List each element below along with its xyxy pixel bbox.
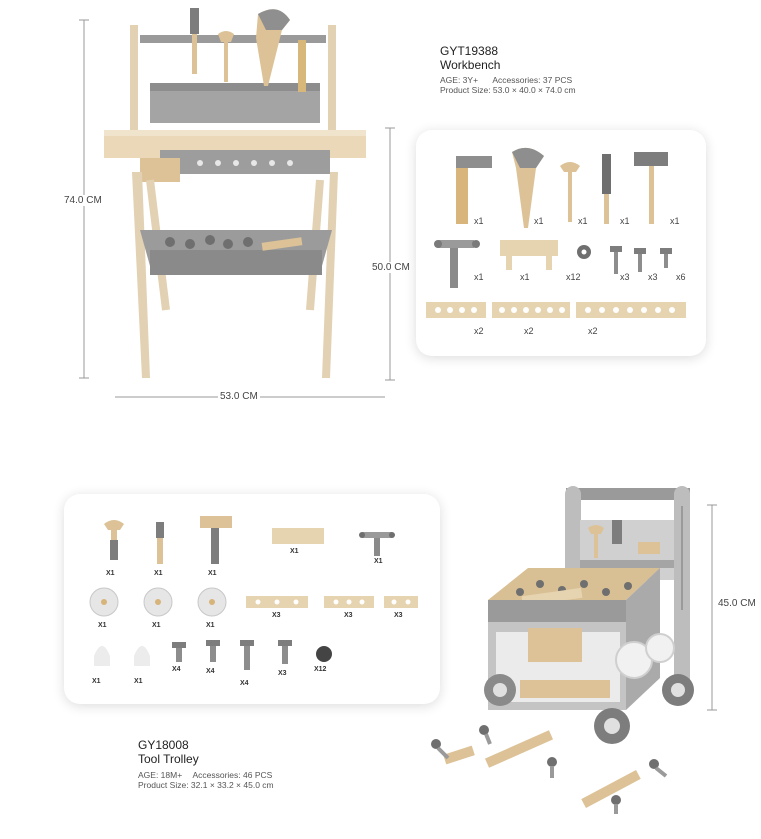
trolley-size: Product Size: 32.1 × 33.2 × 45.0 cm [138,780,274,790]
trolley-gear1-qty: X1 [98,622,107,629]
workbench-screwdriver-qty: x1 [620,216,630,226]
trolley-gear2-qty: X1 [152,622,161,629]
trolley-height-dimension: 45.0 CM [718,598,756,609]
workbench-width-dimension: 53.0 CM [220,391,258,402]
trolley-plank-b-qty: X3 [344,612,353,619]
trolley-name: Tool Trolley [138,752,199,766]
trolley-tag2-qty: X1 [134,678,143,685]
workbench-height-dimension: 74.0 CM [64,195,102,206]
workbench-saw-qty: x1 [534,216,544,226]
workbench-bolt-long-qty: x3 [620,272,630,282]
trolley-block-qty: X1 [290,548,299,555]
trolley-code: GY18008 [138,738,189,752]
workbench-name: Workbench [440,58,501,72]
trolley-clamp-qty: X1 [374,558,383,565]
workbench-nut-qty: x12 [566,272,581,282]
trolley-gear3-qty: X1 [206,622,215,629]
workbench-bolt-short-qty: x6 [676,272,686,282]
workbench-bolt-mid-qty: x3 [648,272,658,282]
trolley-hammer-qty: X1 [208,570,217,577]
workbench-size: Product Size: 53.0 × 40.0 × 74.0 cm [440,85,576,95]
trolley-wrench-qty: X1 [106,570,115,577]
workbench-accessories: Accessories: 37 PCS [492,75,573,85]
trolley-age: AGE: 18M+ [138,770,183,780]
trolley-tag1-qty: X1 [92,678,101,685]
trolley-nut-qty: X12 [314,666,327,673]
workbench-depth-dimension: 50.0 CM [372,262,410,273]
workbench-code: GYT19388 [440,44,499,58]
trolley-bolt1-qty: X4 [172,666,181,673]
trolley-bolt2-qty: X4 [206,668,215,675]
trolley-accessories: Accessories: 46 PCS [192,770,273,780]
workbench-hammer-qty: x1 [670,216,680,226]
workbench-plank-b-qty: x2 [524,326,534,336]
workbench-clamp-qty: x1 [474,272,484,282]
workbench-square-qty: x1 [474,216,484,226]
trolley-screwdriver-qty: X1 [154,570,163,577]
workbench-age: AGE: 3Y+ [440,75,479,85]
trolley-info [138,738,274,790]
workbench-plank-a-qty: x2 [474,326,484,336]
workbench-block-qty: x1 [520,272,530,282]
workbench-plank-c-qty: x2 [588,326,598,336]
trolley-bolt4-qty: X3 [278,670,287,677]
trolley-plank-a-qty: X3 [272,612,281,619]
workbench-wrench-qty: x1 [578,216,588,226]
trolley-plank-c-qty: X3 [394,612,403,619]
trolley-bolt3-qty: X4 [240,680,249,687]
